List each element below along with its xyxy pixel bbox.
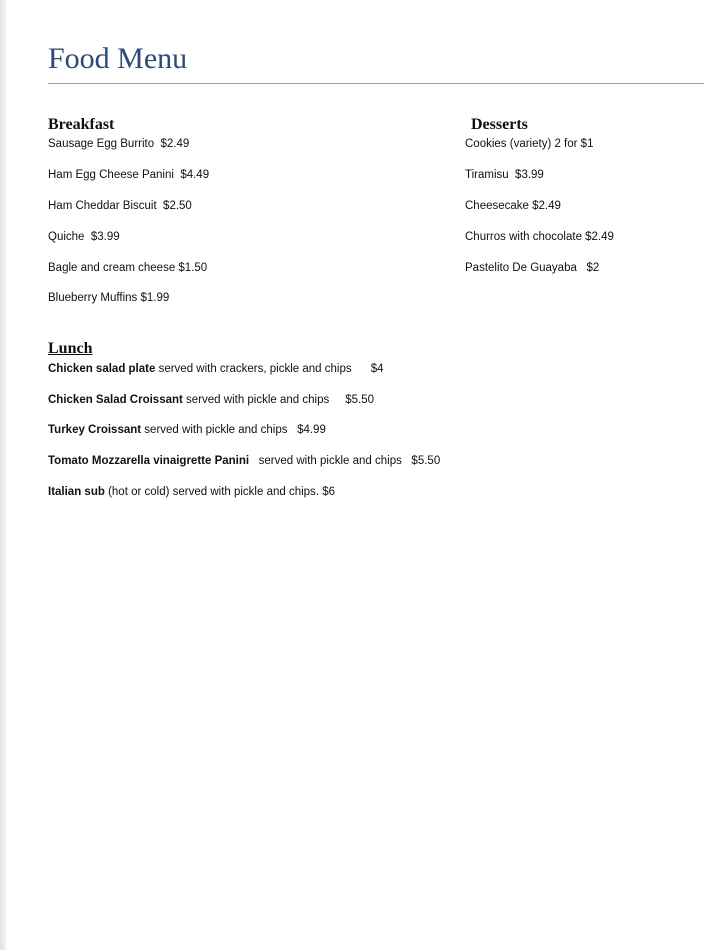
title-divider xyxy=(48,83,704,84)
breakfast-item: Bagle and cream cheese $1.50 xyxy=(48,262,208,274)
breakfast-item: Sausage Egg Burrito $2.49 xyxy=(48,138,190,150)
lunch-item-desc: served with pickle and chips $5.50 xyxy=(249,455,441,467)
lunch-item-name: Chicken Salad Croissant xyxy=(48,394,183,406)
dessert-item: Tiramisu $3.99 xyxy=(465,169,544,181)
lunch-item xyxy=(48,486,335,498)
page-title: Food Menu xyxy=(48,42,188,75)
breakfast-item: Blueberry Muffins $1.99 xyxy=(48,292,170,304)
breakfast-heading: Breakfast xyxy=(48,116,115,133)
breakfast-item: Quiche $3.99 xyxy=(48,231,120,243)
lunch-item-name: Chicken salad plate xyxy=(48,363,156,375)
breakfast-item: Ham Cheddar Biscuit $2.50 xyxy=(48,200,192,212)
lunch-item-name: Turkey Croissant xyxy=(48,424,142,436)
lunch-item xyxy=(48,455,440,467)
lunch-item-name: Tomato Mozzarella vinaigrette Panini xyxy=(48,455,250,467)
lunch-item-desc: served with pickle and chips $4.99 xyxy=(141,424,326,436)
dessert-item: Churros with chocolate $2.49 xyxy=(465,231,614,243)
lunch-heading: Lunch xyxy=(48,340,93,357)
dessert-item: Cookies (variety) 2 for $1 xyxy=(465,138,594,150)
desserts-heading: Desserts xyxy=(471,116,528,133)
lunch-item xyxy=(48,424,326,436)
lunch-item-name: Italian sub xyxy=(48,486,105,498)
page-shadow-edge xyxy=(0,0,6,950)
lunch-item xyxy=(48,394,374,406)
lunch-item-desc: served with pickle and chips $5.50 xyxy=(182,394,374,406)
breakfast-item: Ham Egg Cheese Panini $4.49 xyxy=(48,169,210,181)
lunch-item xyxy=(48,363,384,375)
lunch-item-desc: served with crackers, pickle and chips $4 xyxy=(155,363,384,375)
dessert-item: Cheesecake $2.49 xyxy=(465,200,561,212)
dessert-item: Pastelito De Guayaba $2 xyxy=(465,262,600,274)
lunch-item-desc: (hot or cold) served with pickle and chips. $6 xyxy=(104,486,335,498)
